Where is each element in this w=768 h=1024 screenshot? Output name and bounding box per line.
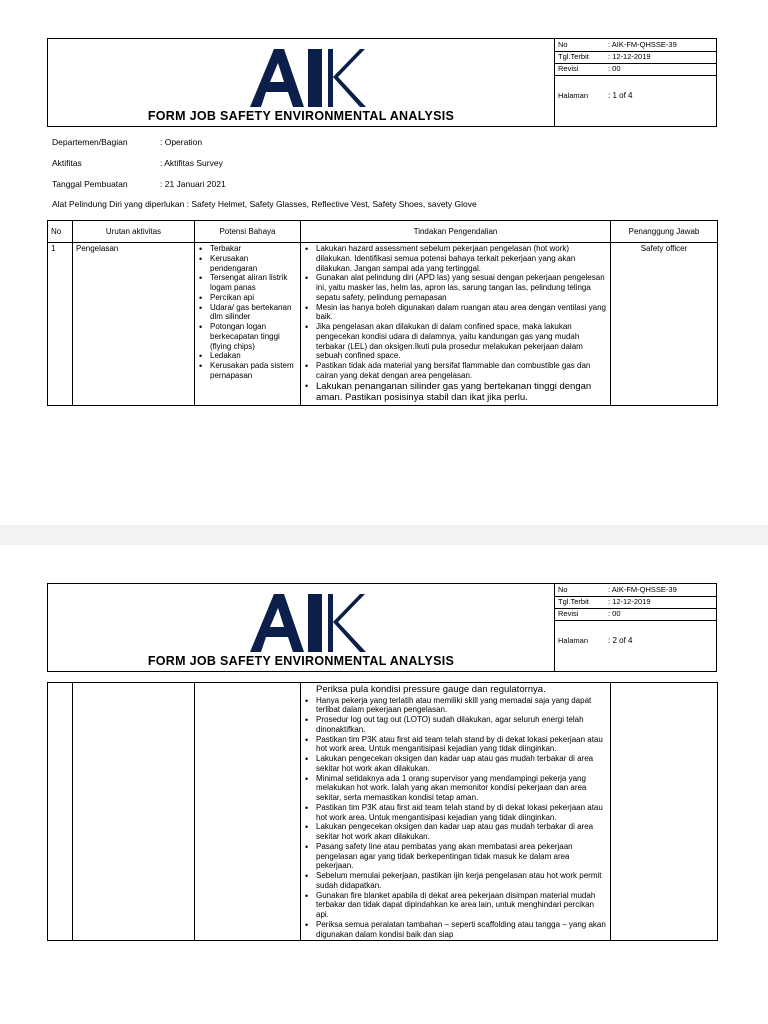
control-item: • Lakukan hazard assessment sebelum pekerjaan pengelasan (hot work) dilakukan. Identifikasi semua potensi bahaya terkait pekerjaan yang akan dilakukan. Jangan sampai ada yang tertinggal. (316, 244, 607, 273)
table-row (48, 243, 718, 406)
control-item: • Jika pengelasan akan dilakukan di dalam confined space, maka lakukan pengecekan kondisi udara di dalamnya, yaitu kandungan gas yang mudah terbakar (LEL) dan oksigen.Ikuti pula prosedur melakukan pekerjaan dalam sebuah confined space. (316, 322, 607, 361)
control-item: • Minimal setidaknya ada 1 orang supervisor yang mendampingi pekerja yang melakukan hot work. Ialah yang akan memonitor kondisi pekerjaan dan area sekitar, serta memastikan kondisi tetap aman. (316, 774, 607, 803)
col-header-no: No (48, 221, 73, 243)
hazard-item: • Kerusakan pada sistem pernapasan (210, 361, 297, 381)
col-header-responsible: Penanggung Jawab (611, 221, 718, 243)
logo-area (48, 584, 555, 671)
control-item: • Prosedur log out tag out (LOTO) sudah dilakukan, agar seluruh energi telah dinonaktifkan. (316, 715, 607, 735)
form-title: FORM JOB SAFETY ENVIRONMENTAL ANALYSIS (147, 109, 455, 123)
row-hazards (195, 243, 301, 406)
page-number: : 2 of 4 (608, 636, 633, 645)
meta-value: : 00 (608, 609, 621, 618)
row-responsible (611, 683, 718, 941)
logo-area (48, 39, 555, 126)
control-item: • Gunakan alat pelindung diri (APD las) yang sesuai dengan pekerjaan pengelesan ini, yaitu masker las, helm las, apron las, sarung tangan las, pelindung telinga sepatu safety, pelindung pernapasan (316, 273, 607, 302)
meta-row-revision (555, 608, 716, 621)
col-header-activity: Urutan aktivitas (73, 221, 195, 243)
form-header (47, 583, 717, 672)
hazard-item: • Tersengat aliran listrik logam panas (210, 273, 297, 293)
control-item: • Lakukan pengecekan oksigen dan kadar uap atau gas mudah terbakar di area sekitar hot work akan dilakukan. (316, 754, 607, 774)
row-no (48, 683, 73, 941)
meta-label: No (558, 585, 568, 594)
document-meta (555, 584, 716, 671)
form-header (47, 38, 717, 127)
info-value: : 21 Januari 2021 (160, 179, 226, 189)
meta-label: Halaman (558, 91, 589, 100)
control-item: • Pastikan tim P3K atau first aid team telah stand by di dekat lokasi pekerjaan atau hot work area. Untuk mengantisipasi kejadian yang tidak diinginkan. (316, 803, 607, 823)
meta-value: : 12-12-2019 (608, 597, 651, 606)
row-no: 1 (48, 243, 73, 406)
hazard-item: • Kerusakan pendengaran (210, 254, 297, 274)
meta-label: Tgl.Terbit (558, 597, 589, 606)
table-header-row (48, 221, 718, 243)
control-item: • Gunakan fire blanket apabila di dekat area pekerjaan disimpan material mudah terbakar dan tidak dapat dipindahkan ke area lain, untuk menghindari percikan api. (316, 891, 607, 920)
control-continuation: Periksa pula kondisi pressure gauge dan regulatornya. (316, 684, 546, 695)
meta-label: Tgl.Terbit (558, 52, 589, 61)
document-page-2 (0, 545, 768, 1024)
info-value: : Aktifitas Survey (160, 158, 223, 168)
col-header-hazard: Potensi Bahaya (195, 221, 301, 243)
info-label: Tanggal Pembuatan (52, 179, 128, 189)
hazard-item: • Terbakar (210, 244, 297, 254)
aik-logo (248, 47, 368, 109)
meta-label: Revisi (558, 64, 579, 73)
hazard-item: • Potongan logan berkecapatan tinggi (flying chips) (210, 322, 297, 351)
meta-label: Revisi (558, 609, 579, 618)
meta-label: No (558, 40, 568, 49)
meta-value: : 00 (608, 64, 621, 73)
row-activity (73, 683, 195, 941)
aik-logo (248, 592, 368, 654)
row-controls (301, 683, 611, 941)
table-row (48, 683, 718, 941)
form-title: FORM JOB SAFETY ENVIRONMENTAL ANALYSIS (147, 654, 455, 668)
meta-label: Halaman (558, 636, 589, 645)
col-header-control: Tindakan Pengendalian (301, 221, 611, 243)
control-item: • Mesin las hanya boleh digunakan dalam ruangan atau area dengan ventilasi yang baik. (316, 303, 607, 323)
control-item: • Pastikan tim P3K atau first aid team telah stand by di dekat lokasi pekerjaan atau hot work area. Untuk mengantisipasi kejadian yang tidak diinginkan. (316, 735, 607, 755)
control-item: • Pastikan tidak ada material yang bersifat flammable dan combustible gas dan cairan yang dekat dengan area pengelasan. (316, 361, 607, 381)
control-item: • Lakukan penanganan silinder gas yang bertekanan tinggi dengan aman. Pastikan posisinya stabil dan ikat jika perlu. (316, 381, 607, 404)
info-label: Alat Pelindung Diri yang diperlukan : Safety Helmet, Safety Glasses, Reflective Vest, Safety Shoes, savety Glove (52, 199, 477, 209)
meta-row-revision (555, 63, 716, 76)
hazard-item: • Udara/ gas bertekanan dlm silinder (210, 303, 297, 323)
control-item: • Sebelum memulai pekerjaan, pastikan ijin kerja pengelasan atau hot work permit sudah didapatkan. (316, 871, 607, 891)
row-responsible: Safety officer (611, 243, 718, 406)
control-item: • Pasang safety line atau pembatas yang akan membatasi area pekerjaan pengelasan agar yang tidak berkepentingan tidak masuk ke dalam area pekerjaan. (316, 842, 607, 871)
jsa-table (47, 220, 718, 406)
jsa-table-continued (47, 682, 718, 941)
info-value: : Operation (160, 137, 203, 147)
control-item: • Lakukan pengecekan oksigen dan kadar uap atau gas mudah terbakar di area sekitar hot work akan dilakukan. (316, 822, 607, 842)
info-label: Aktifitas (52, 158, 82, 168)
page-number: : 1 of 4 (608, 91, 633, 100)
hazard-item: • Ledakan (210, 351, 297, 361)
meta-value: : AIK-FM-QHSSE-39 (608, 585, 677, 594)
meta-value: : AIK-FM-QHSSE-39 (608, 40, 677, 49)
row-controls (301, 243, 611, 406)
control-item: • Periksa semua peralatan tambahan – seperti scaffolding atau tangga – yang akan digunakan dalam kondisi baik dan siap (316, 920, 607, 940)
document-meta (555, 39, 716, 126)
row-activity: Pengelasan (73, 243, 195, 406)
row-hazards (195, 683, 301, 941)
info-label: Departemen/Bagian (52, 137, 128, 147)
meta-value: : 12-12-2019 (608, 52, 651, 61)
control-item: • Hanya pekerja yang terlatih atau memiliki skill yang memadai saja yang dapat terlibat dalam pekerjaan pengelasan. (316, 696, 607, 716)
hazard-item: • Percikan api (210, 293, 297, 303)
